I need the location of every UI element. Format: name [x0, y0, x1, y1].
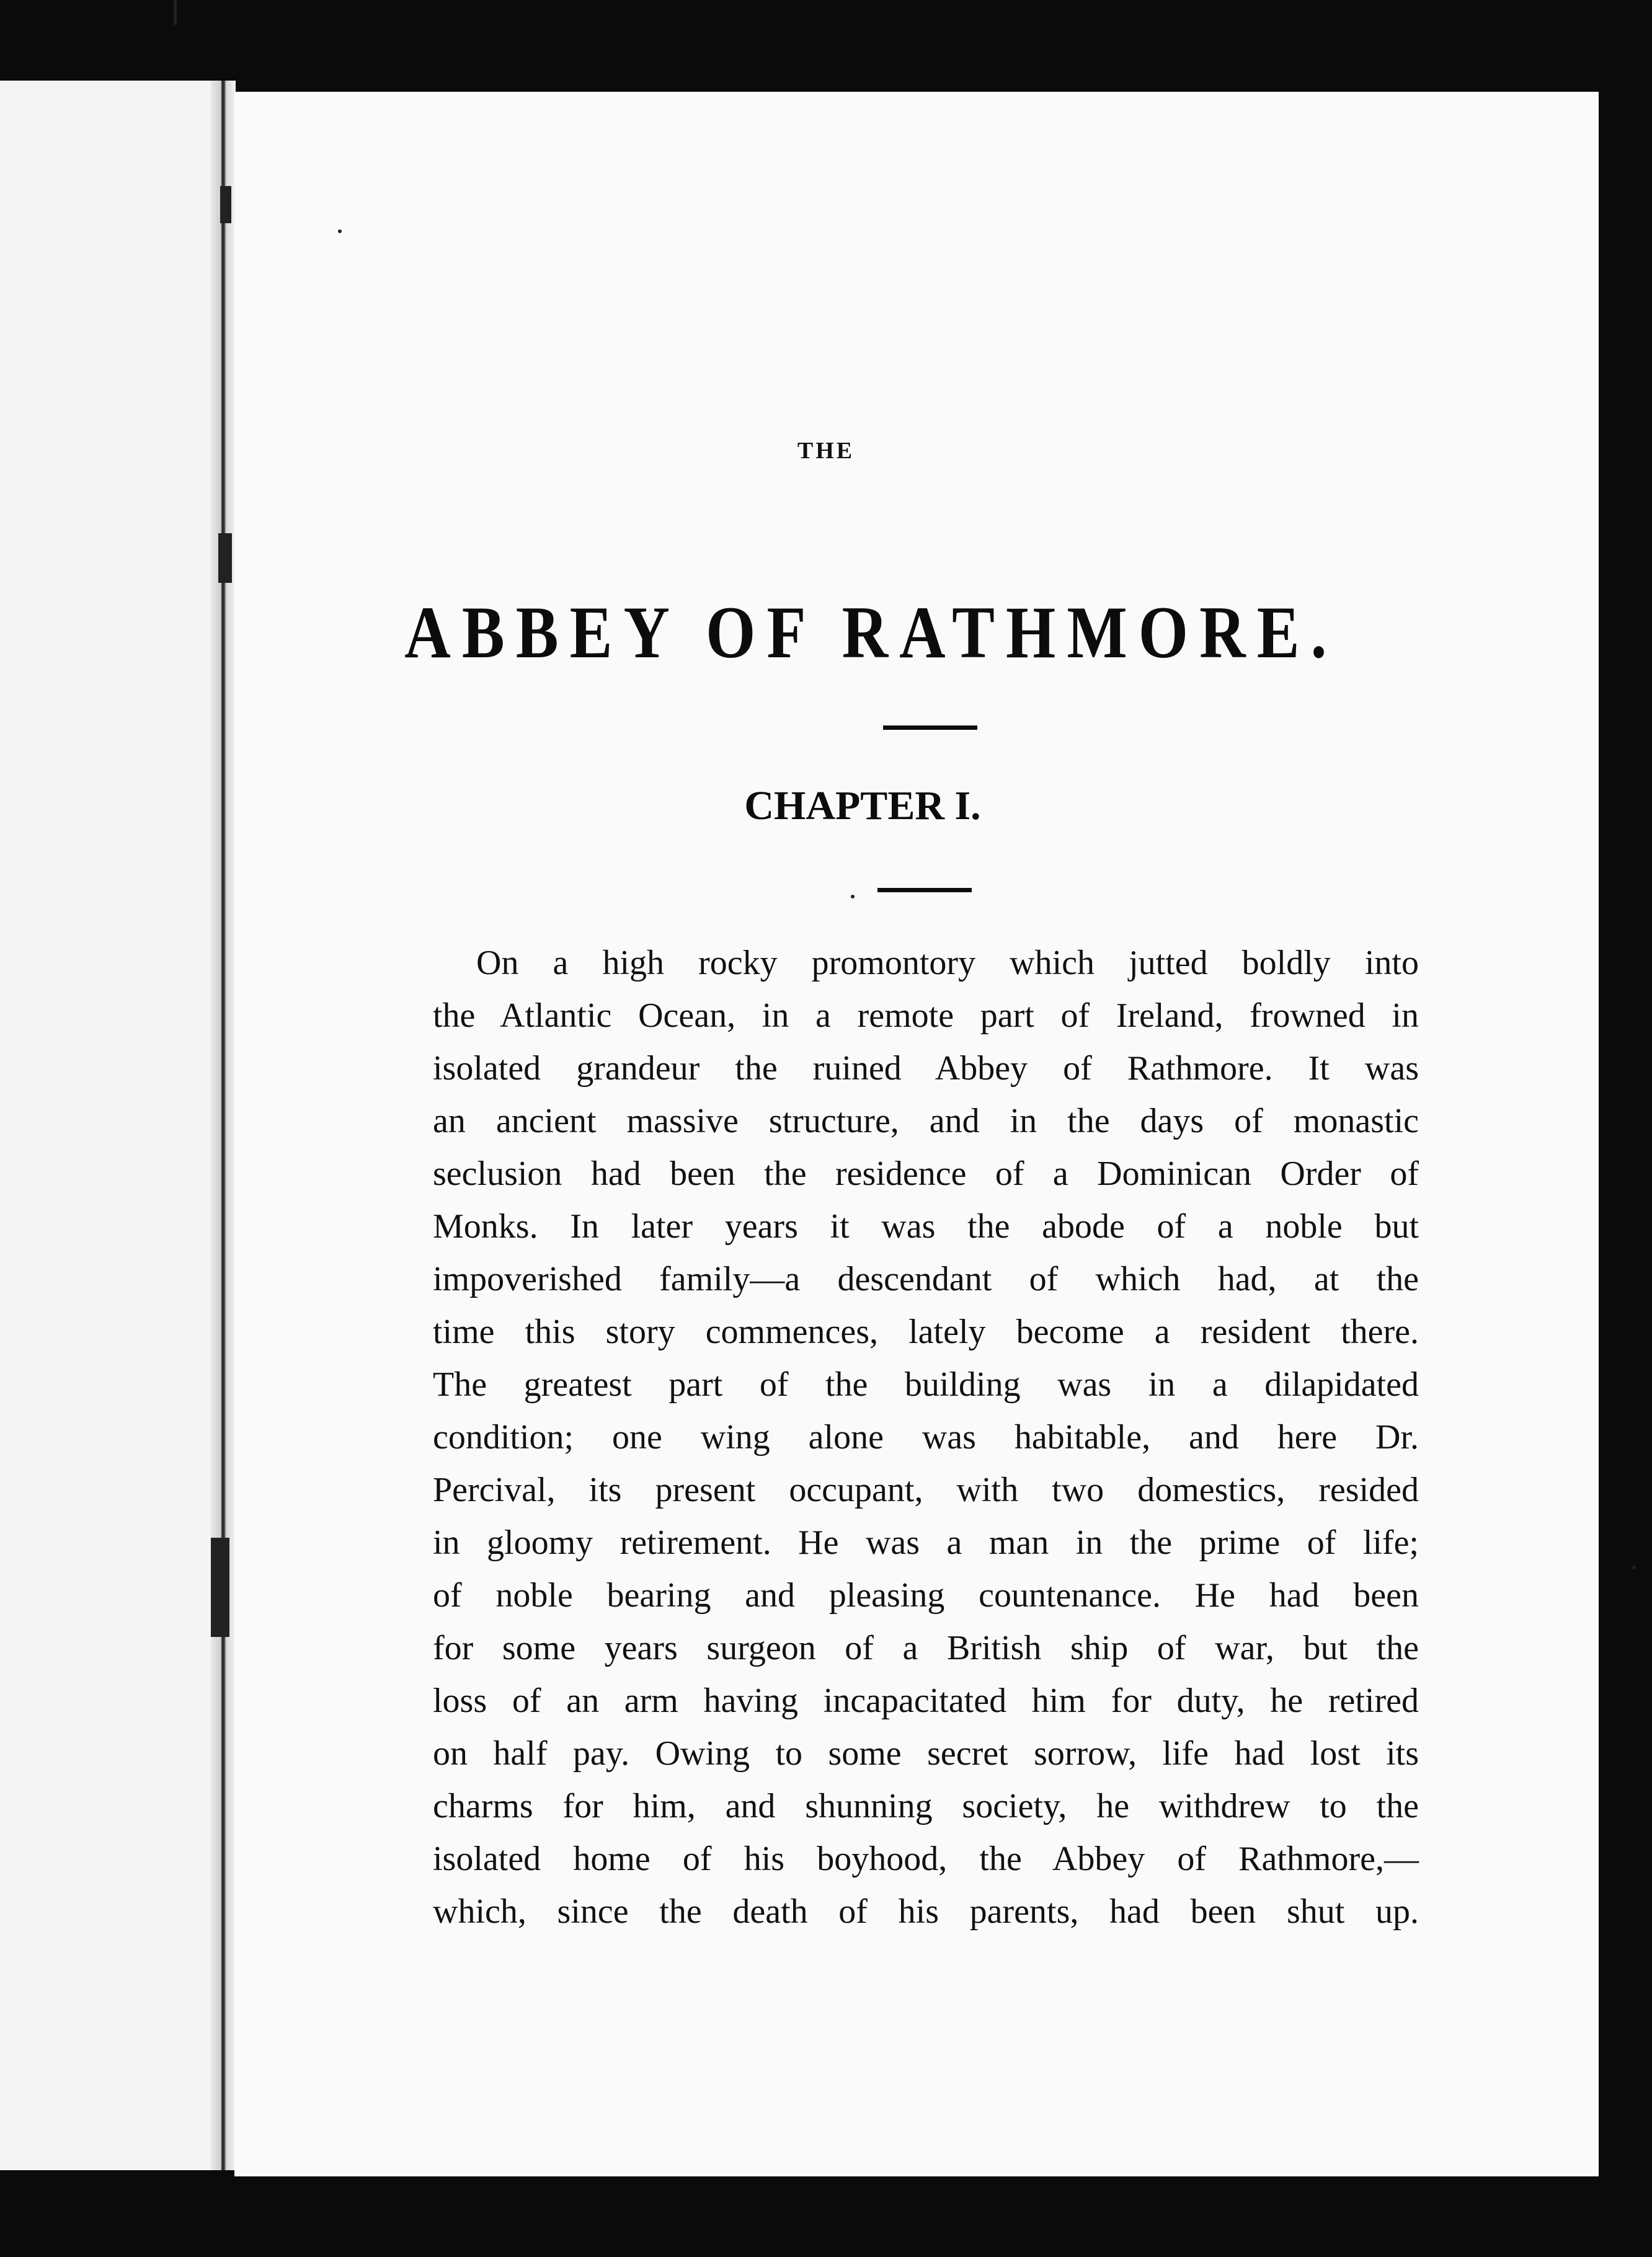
- body-line: on half pay. Owing to some secret sorrow, life had lost its: [433, 1734, 1419, 1773]
- body-line: an ancient massive structure, and in the days of monastic: [433, 1102, 1419, 1140]
- binding-mark: [211, 1538, 229, 1637]
- ink-speck: [851, 895, 855, 898]
- body-line: which, since the death of his parents, had been shut up.: [433, 1892, 1419, 1931]
- body-line: On a high rocky promontory which jutted boldly into: [476, 944, 1419, 982]
- body-line: for some years surgeon of a British ship of war, but the: [433, 1629, 1419, 1667]
- body-line: The greatest part of the building was in a dilapidated: [433, 1365, 1419, 1404]
- body-line: in gloomy retirement. He was a man in the prime of life;: [433, 1523, 1419, 1562]
- binding-mark: [218, 533, 232, 583]
- body-line: impoverished family—a descendant of which had, at the: [433, 1260, 1419, 1298]
- body-line: seclusion had been the residence of a Dominican Order of: [433, 1155, 1419, 1193]
- title-prefix: THE: [797, 438, 855, 464]
- body-line: of noble bearing and pleasing countenance. He had been: [433, 1576, 1419, 1615]
- body-line: isolated grandeur the ruined Abbey of Rathmore. It was: [433, 1049, 1419, 1088]
- ink-speck: [1632, 1566, 1636, 1569]
- body-line: Percival, its present occupant, with two domestics, resided: [433, 1471, 1419, 1509]
- body-line: time this story commences, lately become a resident there.: [433, 1313, 1419, 1351]
- ink-speck: [338, 229, 342, 233]
- left-page-margin: [0, 81, 231, 2170]
- body-line: condition; one wing alone was habitable, and here Dr.: [433, 1418, 1419, 1457]
- body-line: isolated home of his boyhood, the Abbey of Rathmore,—: [433, 1840, 1419, 1878]
- title-divider-rule: [883, 725, 977, 730]
- book-gutter: [211, 81, 236, 2170]
- book-title: ABBEY OF RATHMORE.: [404, 591, 1338, 673]
- chapter-heading: CHAPTER I.: [744, 783, 981, 828]
- scan-edge-mark: [174, 0, 177, 25]
- body-line: loss of an arm having incapacitated him for duty, he retired: [433, 1682, 1419, 1720]
- chapter-divider-rule: [877, 888, 972, 892]
- body-line: Monks. In later years it was the abode of a noble but: [433, 1207, 1419, 1246]
- binding-mark: [220, 186, 231, 223]
- body-line: charms for him, and shunning society, he withdrew to the: [433, 1787, 1419, 1825]
- body-line: the Atlantic Ocean, in a remote part of Ireland, frowned in: [433, 996, 1419, 1035]
